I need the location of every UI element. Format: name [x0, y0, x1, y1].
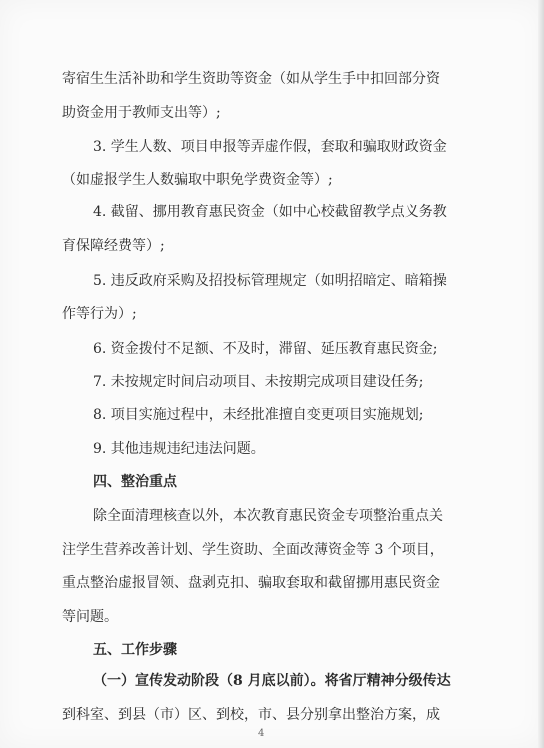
- section-heading: 四、整治重点: [93, 474, 177, 490]
- text-line: 7. 未按规定时间启动项目、未按期完成项目建设任务;: [93, 374, 424, 390]
- text-line: 3. 学生人数、项目申报等弄虚作假，套取和骗取财政资金: [93, 139, 447, 155]
- text-line: 6. 资金拨付不足额、不及时，滞留、延压教育惠民资金;: [93, 341, 438, 357]
- text-line: 到科室、到县（市）区、到校，市、县分别拿出整治方案，成: [62, 707, 440, 723]
- text-line: 5. 违反政府采购及招投标管理规定（如明招暗定、暗箱操: [93, 273, 447, 289]
- text-line: 助资金用于教师支出等）;: [62, 105, 221, 121]
- text-line: 作等行为）;: [62, 306, 137, 322]
- text-line: 寄宿生生活补助和学生资助等资金（如从学生手中扣回部分资: [62, 71, 440, 87]
- text-line: 等问题。: [62, 609, 118, 625]
- subsection-heading-line: （一）宣传发动阶段（8 月底以前）。将省厅精神分级传达: [93, 673, 451, 689]
- text-line: 4. 截留、挪用教育惠民资金（如中心校截留教学点义务教: [93, 204, 447, 220]
- section-heading: 五、工作步骤: [93, 642, 177, 658]
- page-edge-shadow: [538, 0, 544, 748]
- page-number: 4: [258, 728, 265, 739]
- text-line: （如虚报学生人数骗取中职免学费资金等）;: [62, 172, 333, 188]
- text-line: 9. 其他违规违纪违法问题。: [93, 441, 265, 457]
- text-line: 8. 项目实施过程中，未经批准擅自变更项目实施规划;: [93, 407, 424, 423]
- text-line: 除全面清理核查以外，本次教育惠民资金专项整治重点关: [93, 508, 443, 524]
- text-line: 重点整治虚报冒领、盘剥克扣、骗取套取和截留挪用惠民资金: [62, 575, 440, 591]
- text-line: 注学生营养改善计划、学生资助、全面改薄资金等 3 个项目，: [62, 542, 444, 558]
- text-line: 育保障经费等）;: [62, 238, 165, 254]
